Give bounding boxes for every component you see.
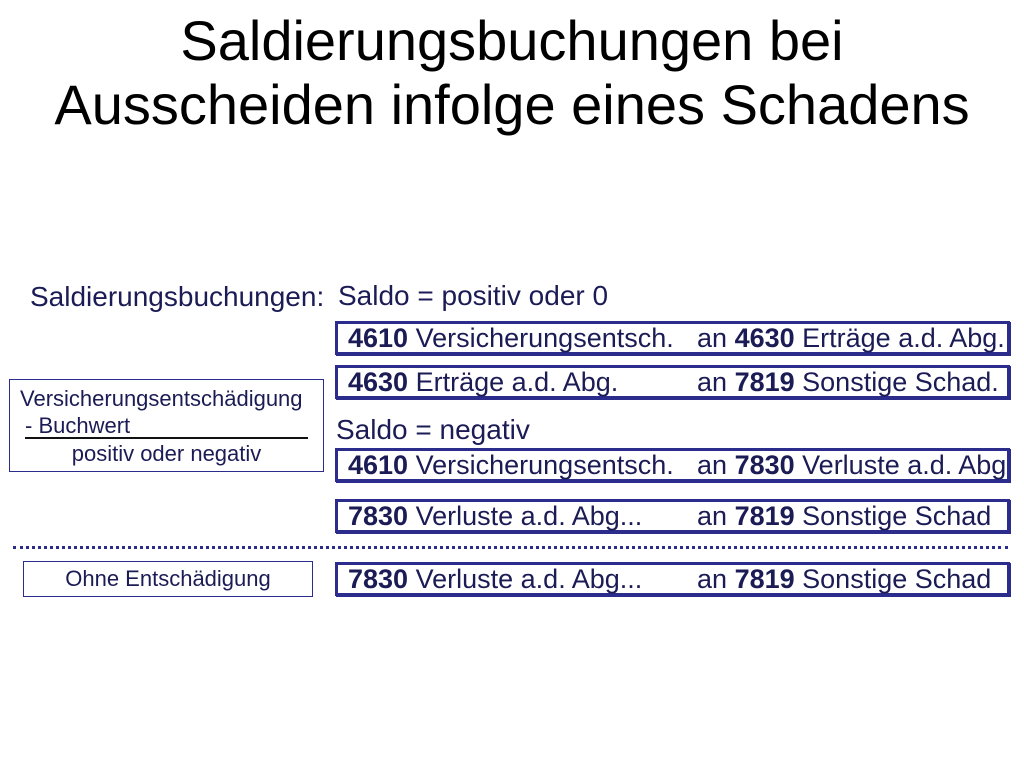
debit-side xyxy=(348,502,642,530)
connector: an xyxy=(697,323,728,353)
booking-entry xyxy=(335,448,1010,482)
connector: an xyxy=(697,501,728,531)
debit-name: Verluste a.d. Abg... xyxy=(415,501,643,531)
connector: an xyxy=(697,564,728,594)
credit-side xyxy=(697,324,1005,352)
debit-side xyxy=(348,368,618,396)
booking-entry xyxy=(335,321,1010,355)
section-label: Saldierungsbuchungen: xyxy=(30,281,325,312)
case-positive-label: Saldo = positiv oder 0 xyxy=(338,280,609,311)
credit-account: 7819 xyxy=(734,564,795,594)
credit-side xyxy=(697,451,1006,479)
debit-side xyxy=(348,324,674,352)
case-negative-label: Saldo = negativ xyxy=(336,414,530,445)
debit-side xyxy=(348,565,642,593)
debit-account: 4610 xyxy=(348,323,409,353)
booking-entry xyxy=(335,365,1010,399)
slide-title xyxy=(0,9,1024,137)
debit-name: Versicherungsentsch. xyxy=(415,323,674,353)
booking-entry xyxy=(335,562,1010,596)
debit-name: Erträge a.d. Abg. xyxy=(415,367,619,397)
credit-side xyxy=(697,502,991,530)
debit-name: Versicherungsentsch. xyxy=(415,450,674,480)
debit-name: Verluste a.d. Abg... xyxy=(415,564,643,594)
title-line-2: Ausscheiden infolge eines Schadens xyxy=(54,73,970,136)
credit-name: Sonstige Schad xyxy=(802,564,992,594)
dotted-divider xyxy=(13,546,1008,549)
connector: an xyxy=(697,367,728,397)
credit-side xyxy=(697,368,999,396)
debit-account: 7830 xyxy=(348,564,409,594)
credit-account: 7819 xyxy=(734,367,795,397)
credit-name: Sonstige Schad xyxy=(802,501,992,531)
no-compensation-box xyxy=(23,561,313,597)
credit-account: 4630 xyxy=(734,323,795,353)
credit-name: Verluste a.d. Abg xyxy=(802,450,1007,480)
debit-side xyxy=(348,451,674,479)
credit-side xyxy=(697,565,991,593)
title-line-1: Saldierungsbuchungen bei xyxy=(180,9,844,72)
debit-account: 4610 xyxy=(348,450,409,480)
calc-line-book-value: - Buchwert xyxy=(25,415,308,439)
credit-account: 7819 xyxy=(734,501,795,531)
calc-line-result: positiv oder negativ xyxy=(71,441,262,466)
debit-account: 4630 xyxy=(348,367,409,397)
debit-account: 7830 xyxy=(348,501,409,531)
calc-line-compensation: Versicherungsentschädigung xyxy=(20,386,303,411)
booking-entry xyxy=(335,499,1010,533)
calculation-box xyxy=(9,379,324,472)
credit-name: Sonstige Schad. xyxy=(802,367,999,397)
credit-account: 7830 xyxy=(734,450,795,480)
credit-name: Erträge a.d. Abg. xyxy=(802,323,1005,353)
no-compensation-label: Ohne Entschädigung xyxy=(65,566,271,591)
connector: an xyxy=(697,450,728,480)
